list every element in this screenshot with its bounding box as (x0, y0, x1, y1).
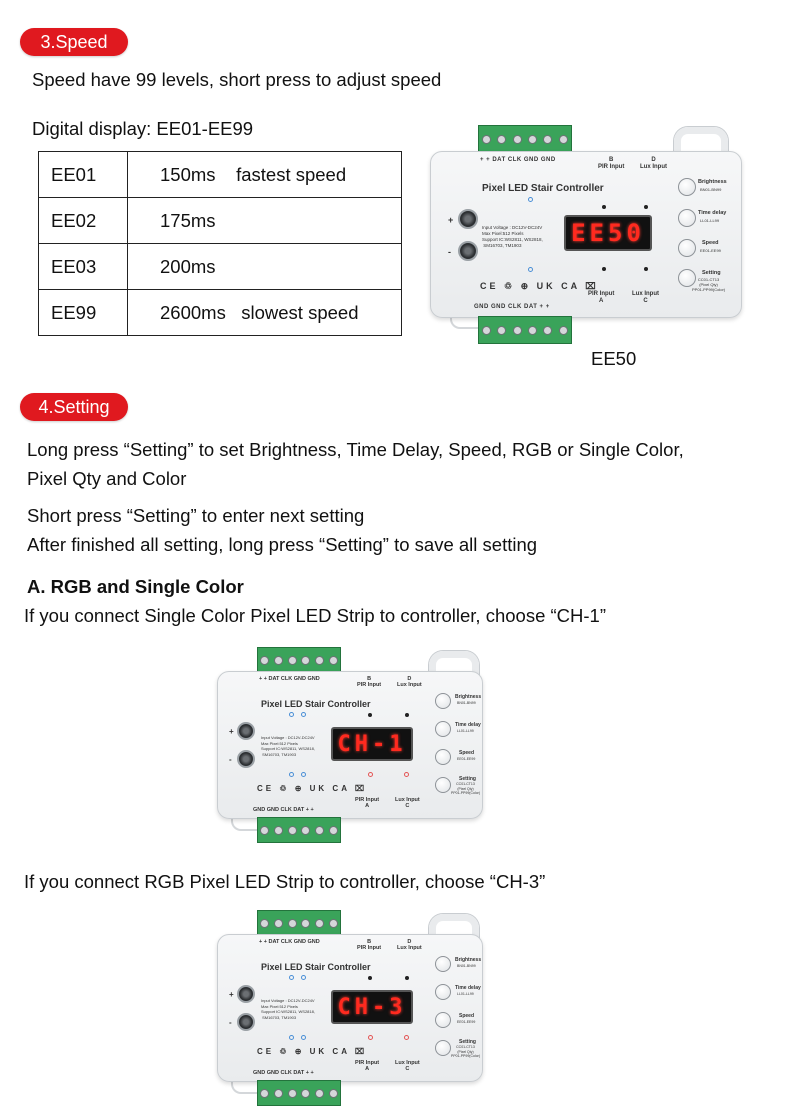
minus-label: - (229, 1018, 232, 1027)
section-badge-setting: 4.Setting (20, 393, 128, 421)
indicator-dot (368, 713, 372, 717)
speed-note: slowest speed (241, 301, 359, 323)
lux-c-label: Lux Input C (632, 291, 659, 304)
setting-button[interactable] (435, 777, 451, 793)
sensor-led (404, 1035, 409, 1040)
top-terminal-labels: + + DAT CLK GND GND (259, 939, 320, 945)
status-led (289, 1035, 294, 1040)
pir-b-label: B PIR Input (357, 939, 382, 951)
setting-label: Setting (702, 270, 721, 276)
connector-port-icon (237, 750, 255, 768)
spec-text: Input Voltage : DC12V-DC24V Max Pixel:512 Pixels Support IC:WS2811, WS2818, SM16703, TM1903 (261, 998, 315, 1020)
status-led (301, 772, 306, 777)
controller-image-ch1 (217, 647, 483, 843)
speed-code: EE99 (39, 290, 128, 336)
certification-icons: CE ♲ ⊕ UK CA ⌧ (257, 1047, 368, 1056)
speed-label: Speed (702, 240, 719, 246)
controller-image-ee50 (430, 125, 742, 345)
speed-value: 150ms (160, 163, 216, 185)
indicator-dot (405, 713, 409, 717)
bottom-terminal-labels: GND GND CLK DAT + + (474, 304, 550, 310)
time-delay-label: Time delay (698, 210, 727, 216)
single-color-text: If you connect Single Color Pixel LED Strip to controller, choose “CH-1” (24, 605, 606, 626)
led-display: CH-3 (331, 990, 413, 1024)
table-row (39, 152, 402, 198)
plus-label: + (229, 990, 234, 999)
led-display: EE50 (564, 215, 652, 251)
minus-label: - (448, 247, 451, 257)
setting-label: Setting (459, 1039, 476, 1045)
speed-table (38, 151, 402, 336)
setting-sub: CC01-CT13 (Pixel Qty) PP01-PP99(Color) (692, 277, 726, 292)
sensor-led (368, 1035, 373, 1040)
led-display: CH-1 (331, 727, 413, 761)
setting-button[interactable] (435, 1040, 451, 1056)
speed-cell (128, 244, 402, 290)
speed-label: Speed (459, 750, 475, 756)
table-row (39, 244, 402, 290)
indicator-dot (405, 976, 409, 980)
sensor-led (368, 772, 373, 777)
pir-a-label: PIR Input A (355, 797, 380, 809)
speed-code: EE01 (39, 152, 128, 198)
connector-port-icon (237, 1013, 255, 1031)
lux-d-label: D Lux Input (397, 939, 422, 951)
lux-c-label: Lux Input C (395, 1060, 420, 1072)
pir-a-label: PIR Input A (355, 1060, 380, 1072)
status-led (528, 267, 533, 272)
status-led (301, 712, 306, 717)
brightness-label: Brightness (698, 179, 727, 185)
brightness-button[interactable] (435, 693, 451, 709)
speed-label: Speed (459, 1013, 475, 1019)
rgb-text: If you connect RGB Pixel LED Strip to controller, choose “CH-3” (24, 871, 546, 892)
brightness-sub: BN01-BN99 (457, 964, 476, 968)
table-row (39, 198, 402, 244)
spec-text: Input Voltage : DC12V-DC24V Max Pixel:512 Pixels Support IC:WS2811, WS2818, SM16703, TM1903 (261, 735, 315, 757)
speed-value: 175ms (160, 209, 216, 231)
time-delay-button[interactable] (435, 721, 451, 737)
setting-sub: CC01-CT13 (Pixel Qty) PP01-PP99(Color) (451, 782, 480, 795)
setting-line-4: After finished all setting, long press “Setting” to save all setting (27, 534, 538, 555)
time-delay-sub: LL01-LL99 (457, 729, 474, 733)
indicator-dot (644, 205, 648, 209)
status-led (289, 712, 294, 717)
speed-value: 200ms (160, 255, 216, 277)
setting-line-3: Short press “Setting” to enter next setting (27, 505, 365, 526)
connector-port-icon (458, 241, 478, 261)
plus-label: + (229, 727, 234, 736)
time-delay-label: Time delay (455, 985, 481, 991)
brightness-label: Brightness (455, 957, 482, 963)
brightness-sub: BN01-BN99 (457, 701, 476, 705)
pir-b-label: B PIR Input (598, 157, 625, 170)
setting-line-2: Pixel Qty and Color (27, 468, 187, 489)
sensor-led (404, 772, 409, 777)
time-delay-label: Time delay (455, 722, 481, 728)
speed-note: fastest speed (236, 163, 347, 185)
top-terminal-block (257, 647, 341, 673)
brightness-sub: BN01-BN99 (700, 187, 722, 192)
minus-label: - (229, 755, 232, 764)
ee50-caption: EE50 (591, 348, 637, 369)
top-terminal-block (478, 125, 572, 153)
indicator-dot (368, 976, 372, 980)
time-delay-sub: LL01-LL99 (700, 218, 720, 223)
bottom-terminal-labels: GND GND CLK DAT + + (253, 1070, 314, 1076)
table-row (39, 290, 402, 336)
speed-cell (128, 198, 402, 244)
lux-d-label: D Lux Input (640, 157, 667, 170)
controller-title: Pixel LED Stair Controller (261, 962, 371, 972)
indicator-dot (602, 267, 606, 271)
speed-code: EE03 (39, 244, 128, 290)
speed-sub: EE01-EE99 (457, 757, 476, 761)
bottom-terminal-block (257, 817, 341, 843)
connector-port-icon (237, 722, 255, 740)
plus-label: + (448, 215, 454, 225)
speed-button[interactable] (435, 1012, 451, 1028)
certification-icons: CE ♲ ⊕ UK CA ⌧ (257, 784, 368, 793)
time-delay-button[interactable] (435, 984, 451, 1000)
speed-value: 2600ms (160, 301, 226, 323)
brightness-button[interactable] (678, 178, 696, 196)
speed-sub: EE01-EE99 (700, 248, 721, 253)
lux-c-label: Lux Input C (395, 797, 420, 809)
status-led (289, 975, 294, 980)
subheading-rgb-single: A. RGB and Single Color (27, 576, 244, 597)
controller-title: Pixel LED Stair Controller (261, 699, 371, 709)
setting-sub: CC01-CT13 (Pixel Qty) PP01-PP99(Color) (451, 1045, 480, 1058)
connector-port-icon (237, 985, 255, 1003)
status-led (528, 197, 533, 202)
top-terminal-block (257, 910, 341, 936)
top-terminal-labels: + + DAT CLK GND GND (259, 676, 320, 682)
setting-label: Setting (459, 776, 476, 782)
speed-intro: Speed have 99 levels, short press to adjust speed (32, 69, 442, 90)
spec-text: Input Voltage : DC12V-DC24V Max Pixel:512 Pixels Support IC:WS2811, WS2818, SM16703, TM1903 (482, 225, 543, 248)
speed-sub: EE01-EE99 (457, 1020, 476, 1024)
indicator-dot (644, 267, 648, 271)
controller-image-ch3 (217, 910, 483, 1106)
speed-cell (128, 152, 402, 198)
indicator-dot (602, 205, 606, 209)
status-led (289, 772, 294, 777)
pir-b-label: B PIR Input (357, 676, 382, 688)
section-badge-speed: 3.Speed (20, 28, 128, 56)
setting-line-1: Long press “Setting” to set Brightness, Time Delay, Speed, RGB or Single Color, (27, 439, 684, 460)
time-delay-button[interactable] (678, 209, 696, 227)
certification-icons: CE ♲ ⊕ UK CA ⌧ (480, 281, 599, 291)
display-range: Digital display: EE01-EE99 (32, 118, 254, 139)
brightness-label: Brightness (455, 694, 482, 700)
controller-title: Pixel LED Stair Controller (482, 183, 604, 194)
brightness-button[interactable] (435, 956, 451, 972)
speed-button[interactable] (678, 239, 696, 257)
speed-cell (128, 290, 402, 336)
pir-a-label: PIR Input A (588, 291, 615, 304)
speed-code: EE02 (39, 198, 128, 244)
status-led (301, 975, 306, 980)
lux-d-label: D Lux Input (397, 676, 422, 688)
bottom-terminal-block (257, 1080, 341, 1106)
status-led (301, 1035, 306, 1040)
top-terminal-labels: + + DAT CLK GND GND (480, 157, 556, 163)
connector-port-icon (458, 209, 478, 229)
bottom-terminal-labels: GND GND CLK DAT + + (253, 807, 314, 813)
time-delay-sub: LL01-LL99 (457, 992, 474, 996)
bottom-terminal-block (478, 316, 572, 344)
speed-button[interactable] (435, 749, 451, 765)
